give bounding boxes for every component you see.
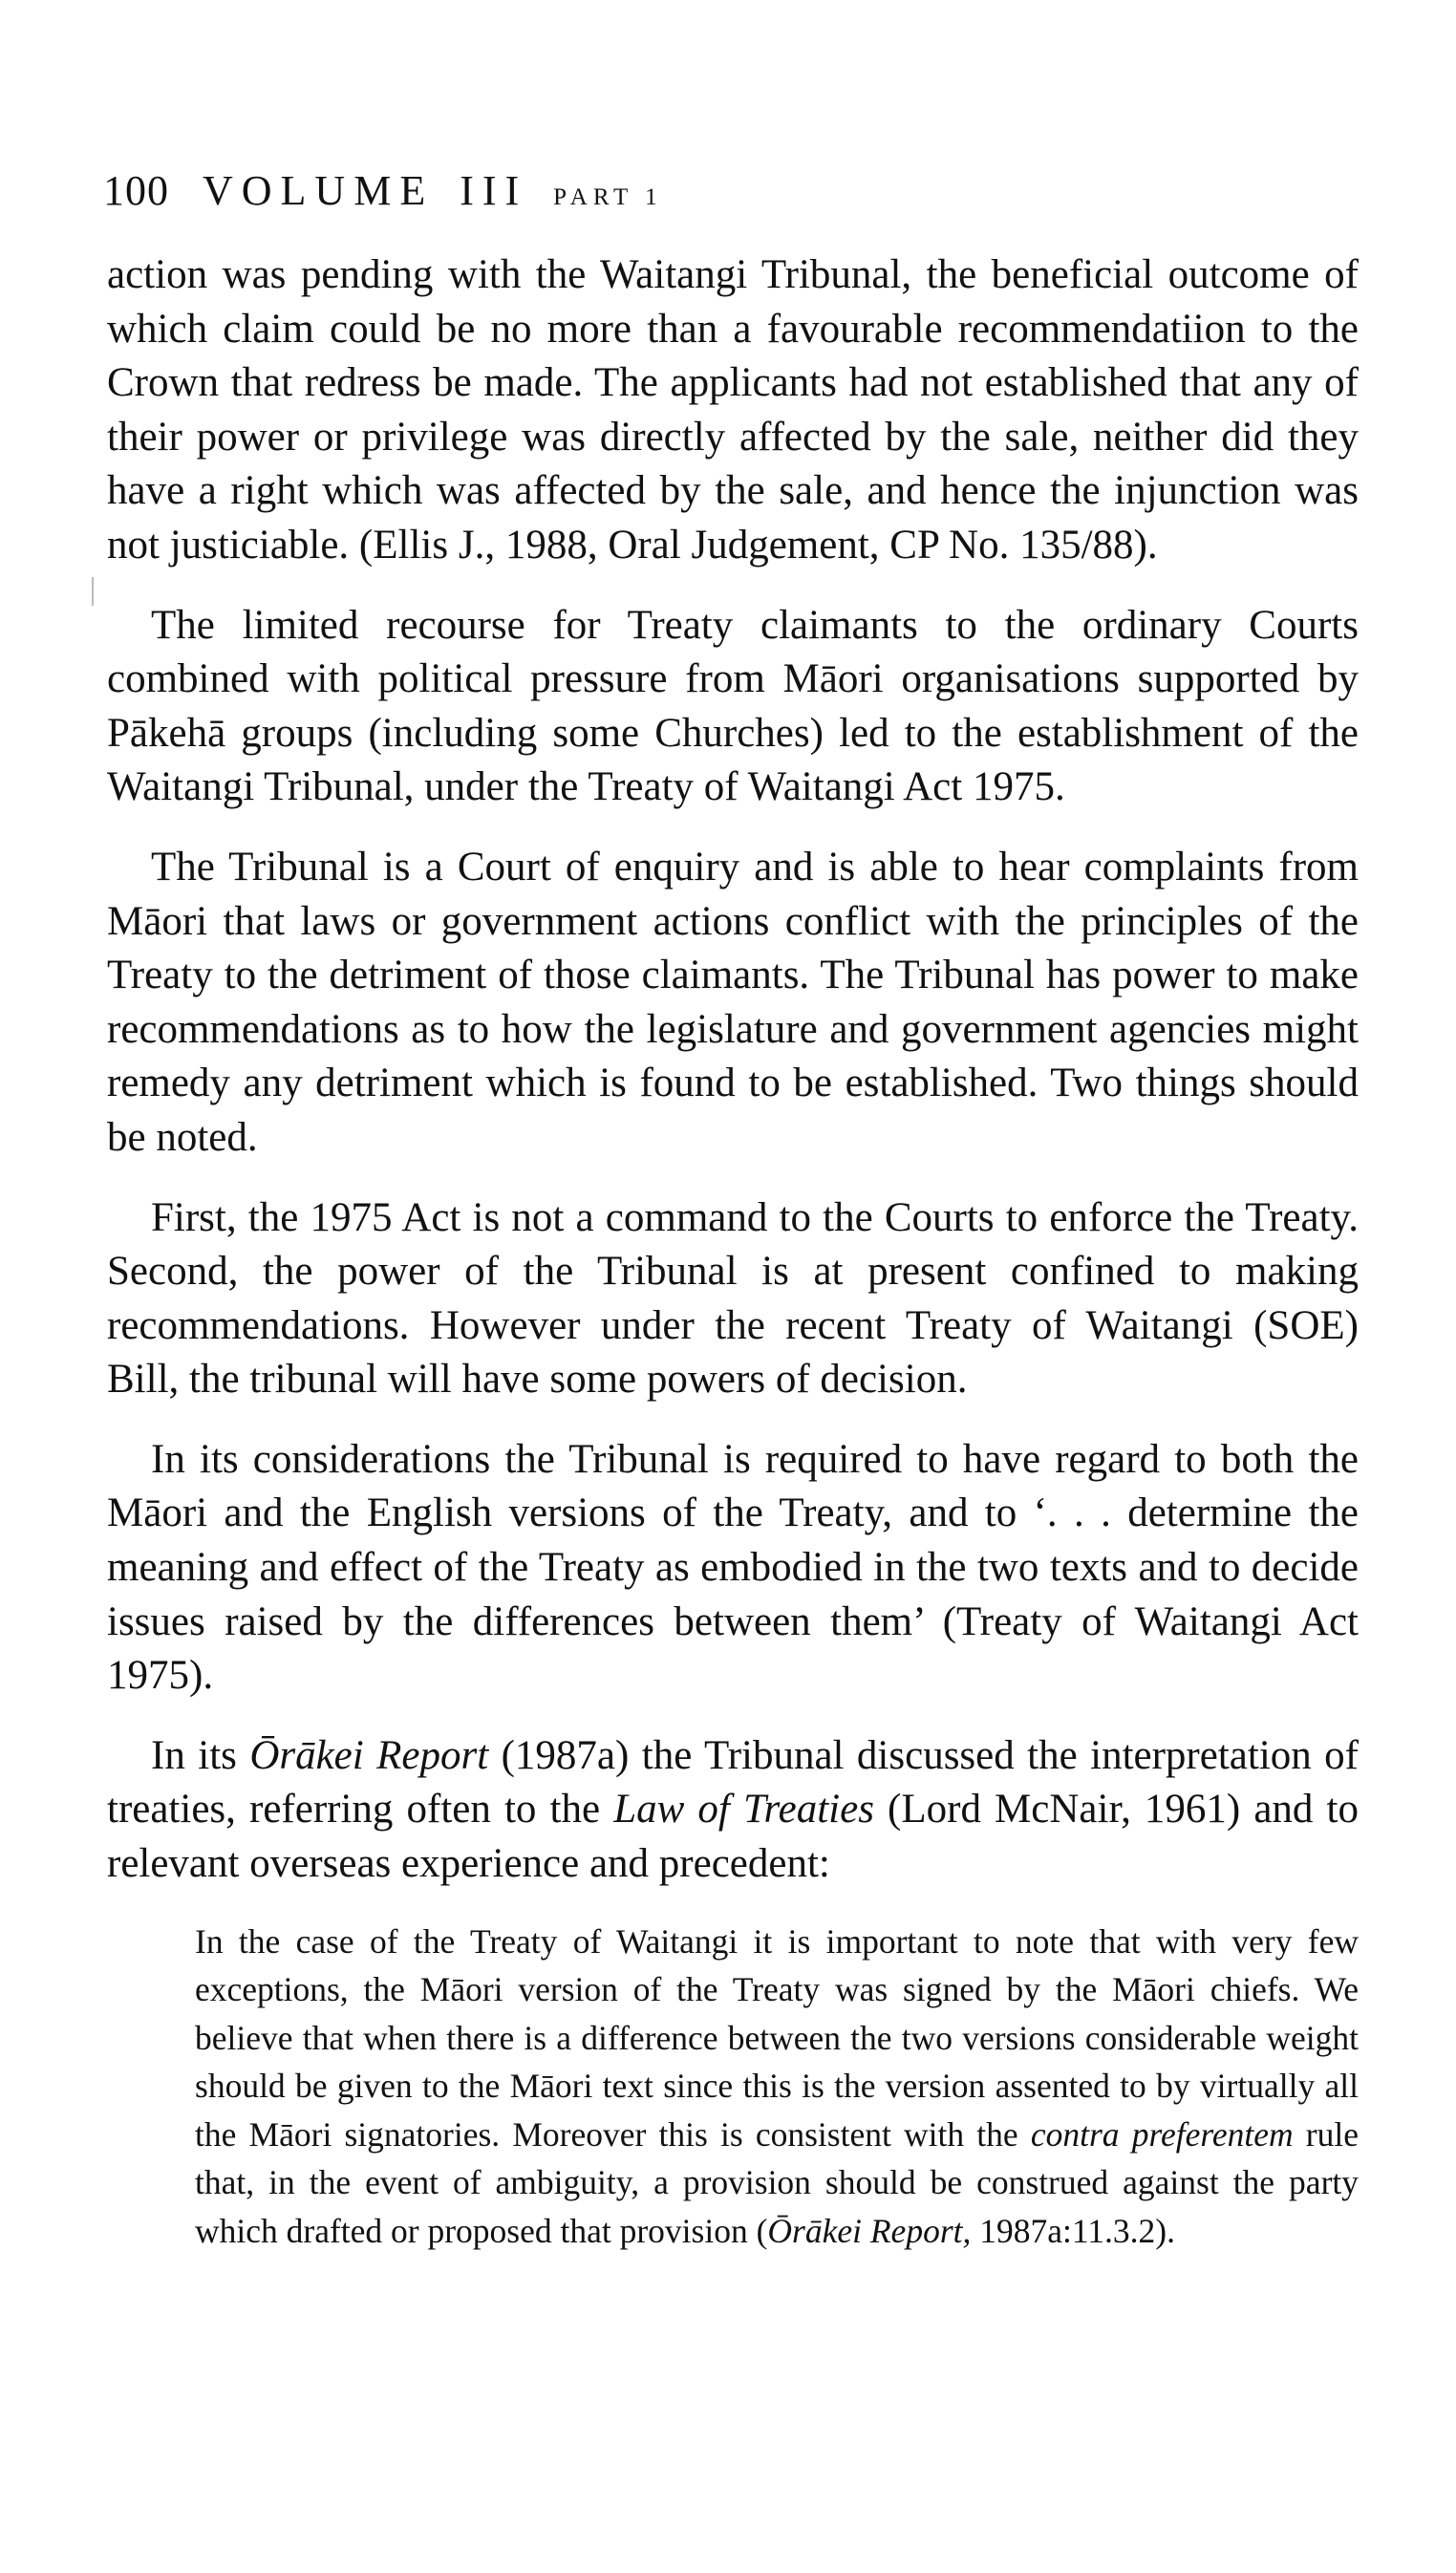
text-run: (1987a) the Tribunal discussed the interpretation of treaties, referring often to the bbox=[107, 1732, 1360, 1833]
paragraph-continued: action was pending with the Waitangi Tribunal, the beneficial outcome of which claim could be no more than a favourable recommendatiion to the Crown that redress be made. The applicants had not established that any of their power or privilege was directly affected by the sale, neither did they have a right which was affected by the sale, and hence the injunction was not justiciable. (Ellis J., 1988, Oral Judgement, CP No. 135/88). bbox=[107, 252, 1359, 568]
book-title: Law of Treaties bbox=[613, 1787, 874, 1833]
page-number: 100 bbox=[103, 167, 169, 214]
volume-number: III bbox=[460, 167, 528, 214]
text-run: 1987a:11.3.2). bbox=[971, 2211, 1175, 2250]
text-run: In the case of the Treaty of Waitangi it is important to note that with very few exceptions, the Māori version of the Treaty was signed by the Māori chiefs. We believe that when there is a difference between the two versions considerable weight should be given to the Māori text since this is the version assented to by virtually all the Māori signatories. Moreover this is consistent with the bbox=[195, 1921, 1359, 2154]
paragraph-tribunal-establishment: The limited recourse for Treaty claimants to the ordinary Courts combined with political pressure from Māori organisations supported by Pākehā groups (including some Churches) led to the establishment of the Waitangi Tribunal, under the Treaty of Waitangi Act 1975. bbox=[107, 602, 1359, 810]
paragraph-considerations: In its considerations the Tribunal is required to have regard to both the Māori and the English versions of the Treaty, and to ‘. . . determine the meaning and effect of the Treaty as embodied in the two texts and to decide issues raised by the differences between them’ (Treaty of Waitangi Act 1975). bbox=[107, 1436, 1359, 1699]
text-run: rule that, in the event of ambiguity, a provision should be construed against the party which drafted or proposed that provision ( bbox=[195, 2114, 1359, 2250]
latin-term: contra preferentem bbox=[1030, 2114, 1294, 2154]
report-title: Ōrākei Report bbox=[249, 1732, 489, 1778]
paragraph-orakei-report bbox=[107, 1729, 1359, 1892]
block-quote bbox=[195, 1918, 1359, 2256]
body-text bbox=[107, 248, 1359, 2255]
margin-mark bbox=[92, 577, 94, 606]
text-run: In its bbox=[151, 1732, 250, 1778]
part-label: PART 1 bbox=[553, 184, 663, 210]
paragraph-tribunal-role: The Tribunal is a Court of enquiry and is able to hear complaints from Māori that laws or government actions conflict with the principles of the Treaty to the detriment of those claimants. The Tribunal has power to make recommendations as to how the legislature and government agencies might remedy any detriment which is found to be established. Two things should be noted. bbox=[107, 844, 1359, 1160]
text-run: (Lord McNair, 1961) and to relevant overseas experience and precedent: bbox=[107, 1787, 1359, 1887]
paragraph-two-things-noted: First, the 1975 Act is not a command to the Courts to enforce the Treaty. Second, the power of the Tribunal is at present confined to making recommendations. However under the recent Treaty of Waitangi (SOE) Bill, the tribunal will have some powers of decision. bbox=[107, 1194, 1359, 1403]
volume-label: VOLUME bbox=[203, 167, 435, 214]
citation-title: Ōrākei Report, bbox=[767, 2211, 972, 2250]
running-head bbox=[103, 164, 663, 225]
